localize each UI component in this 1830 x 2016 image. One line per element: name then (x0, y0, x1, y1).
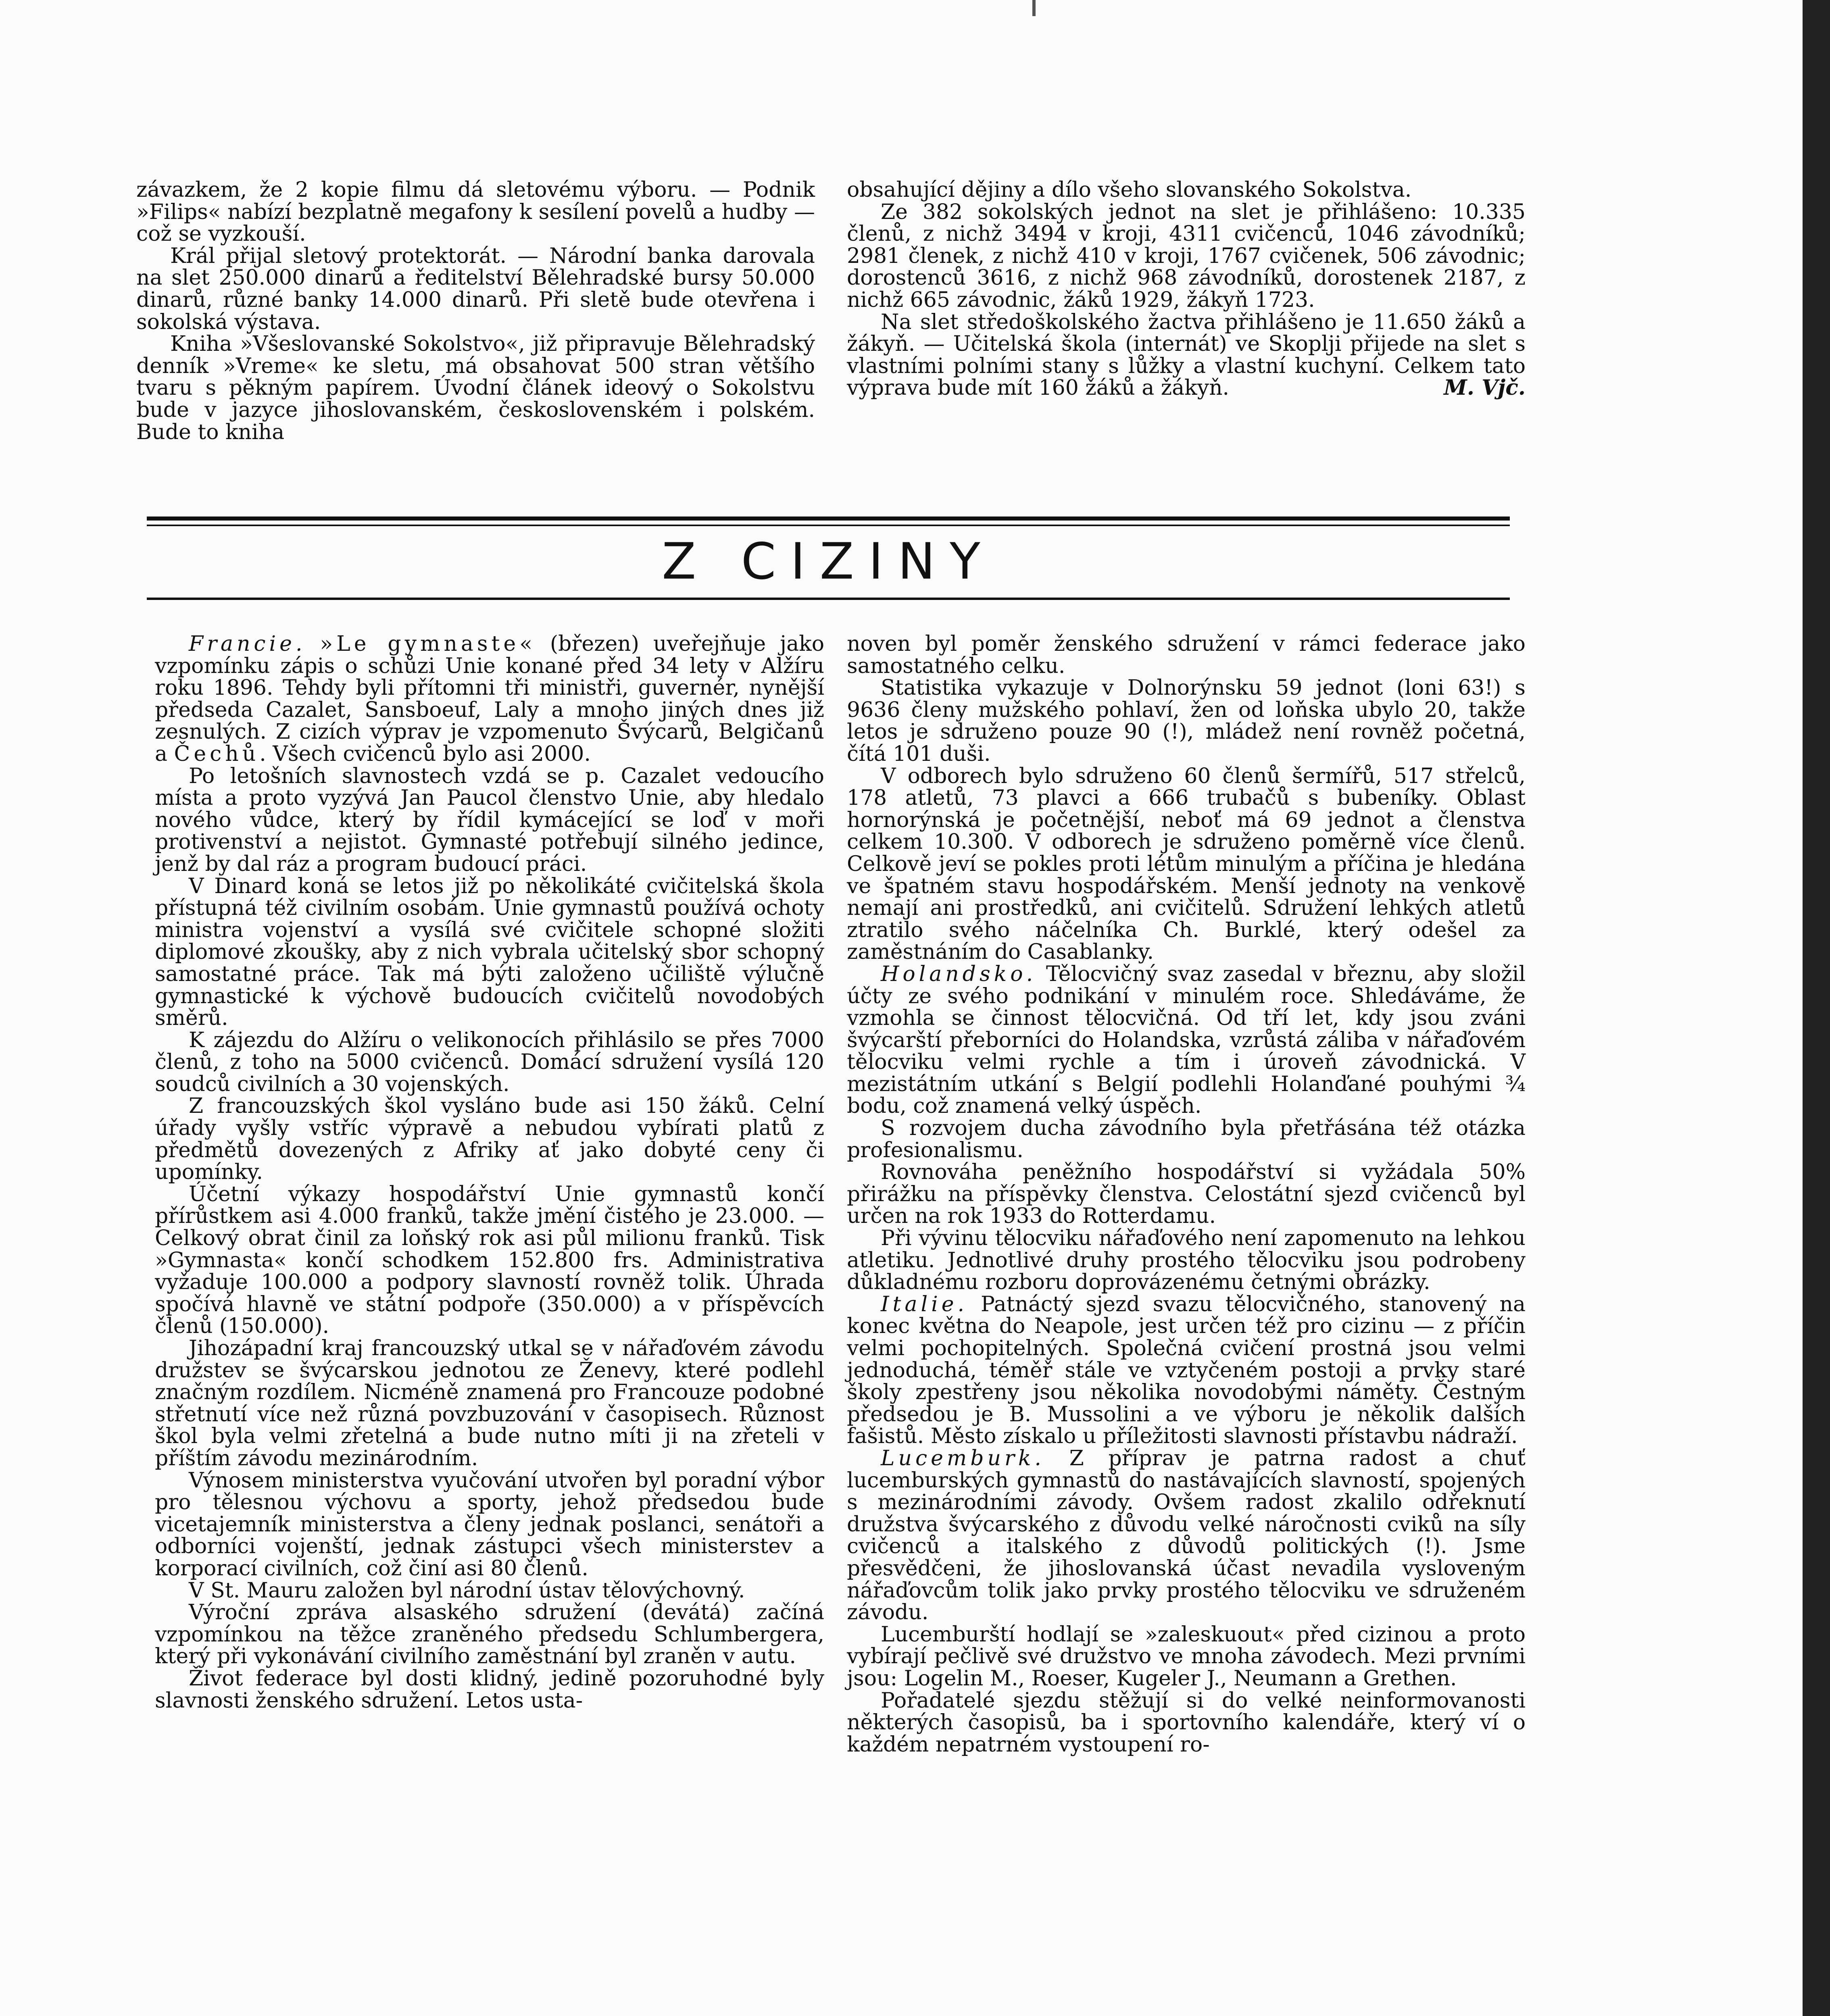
country-heading: Italie. (881, 1292, 968, 1316)
main-left-column (155, 633, 824, 1712)
paragraph-text: Z příprav je patrna radost a chuť lucemburských gymnastů do nastávajících slavností, spojených s mezinárodními závody. Ovšem radost zkalilo odřeknutí družstva švýcarského z důvodu velké náročnosti cviků na síly cvičenců a italského z důvodů politických (!). Jsme přesvědčeni, že jihoslovanská účast nevadila vysloveným nářaďovcům tolik jako prvky prostého tělocviku ve sdruženém závodu. (847, 1446, 1526, 1625)
paragraph: V odborech bylo sdruženo 60 členů šermířů, 517 střelců, 178 atletů, 73 plavci a 666 trubačů s bubeníky. Oblast hornorýnská je početnější, neboť má 69 jednot a členstva celkem 10.300. V odborech je sdruženo poměrně více členů. Celkově jeví se pokles proti létům minulým a příčina je hledána ve špatném stavu hospodářském. Menší jednoty na venkově nemají ani prostředků, ani cvičitelů. Sdružení lehkých atletů ztratilo svého náčelníka Ch. Burklé, který odešel za zaměstnáním do Casablanky. (847, 764, 1526, 964)
paragraph: Kniha »Všeslovanské Sokolstvo«, již připravuje Bělehradský denník »Vreme« ke sletu, má obsahovat 500 stran většího tvaru s pěkným papírem. Úvodní článek ideový o Sokolstvu bude v jazyce jihoslovanském, československém i polském. Bude to kniha (136, 332, 815, 444)
paragraph: závazkem, že 2 kopie filmu dá sletovému výboru. — Podnik »Filips« nabízí bezplatně megafony k sesílení povelů a hudby — což se vyzkouší. (136, 178, 815, 246)
emphasis-text: Čechů (174, 741, 260, 766)
paragraph: Výroční zpráva alsaského sdružení (devátá) začíná vzpomínkou na těžce zraněného předsedu Schlumbergera, který při vykonávání civilního zaměstnání byl zraněn v autu. (155, 1600, 824, 1669)
top-left-column (136, 179, 815, 443)
country-heading: Lucemburk. (881, 1446, 1045, 1470)
paragraph: Život federace byl dosti klidný, jedině pozoruhodné byly slavnosti ženského sdružení. Letos usta- (155, 1666, 824, 1713)
paragraph: Účetní výkazy hospodářství Unie gymnastů končí přírůstkem asi 4.000 franků, takže jmění čistého je 23.000. — Celkový obrat činil za loňský rok asi půl milionu franků. Tisk »Gymnasta« končí schodkem 152.800 frs. Administrativa vyžaduje 100.000 a podpory slavností rovněž tolik. Úhrada spočívá hlavně ve státní podpoře (350.000) a v příspěvcích členů (150.000). (155, 1182, 824, 1339)
paragraph: Z francouzských škol vysláno bude asi 150 žáků. Celní úřady vyšly vstříc výpravě a nebudou vybírati platů z předmětů dovezených z Afriky ať jako dobyté ceny či upomínky. (155, 1094, 824, 1185)
paragraph-lucemburk (847, 1447, 1526, 1624)
paragraph: Pořadatelé sjezdu stěžují si do velké neinformovanosti některých časopisů, ba i sportovního kalendáře, který ví o každém nepatrném vystoupení ro- (847, 1688, 1526, 1757)
section-title: Z CIZINY (662, 533, 995, 591)
paragraph: S rozvojem ducha závodního byla přetřásána též otázka profesionalismu. (847, 1116, 1526, 1162)
paragraph: Jihozápadní kraj francouzský utkal se v nářaďovém závodu družstev se švýcarskou jednotou ze Ženevy, které podlehl značným rozdílem. Nicméně znamená pro Francouze podobné střetnutí více než různá povzbuzování v časopisech. Různost škol byla velmi zřetelná a bude nutno míti ji na zřeteli v příštím závodu mezinárodním. (155, 1336, 824, 1470)
paragraph: V St. Mauru založen byl národní ústav tělovýchovný. (189, 1578, 745, 1603)
paragraph: Statistika vykazuje v Dolnorýnsku 59 jednot (loni 63!) s 9636 členy mužského pohlaví, žen od loňska ubylo 20, takže letos je sdruženo pouze 90 (!), mládež není rovněž početná, čítá 101 duši. (847, 676, 1526, 766)
paragraph-text: Tělocvičný svaz zasedal v březnu, aby složil účty ze svého podnikání v minulém roce. Shledáváme, že vzmohla se činnost tělocvičná. Od tří let, kdy jsou zváni švýcarští přeborníci do Holandska, vzrůstá záliba v nářaďovém tělocviku velmi rychle a tím i úroveň závodnická. V mezistátním utkání s Belgií podlehli Holanďané pouhými ¾ bodu, což znamená velký úspěch. (847, 962, 1526, 1118)
paragraph-text: Na slet středoškolského žactva přihlášeno je 11.650 žáků a žákyň. — Učitelská škola (internát) ve Skoplji přijede na slet s vlastními polními stany s lůžky a vlastní kuchyní. Celkem tato výprava bude mít 160 žáků a žákyň. (847, 310, 1526, 400)
author-signature: M. Vjč. (1444, 375, 1526, 400)
paragraph-italie (847, 1293, 1526, 1447)
paragraph-text: Patnáctý sjezd svazu tělocvičného, stanovený na konec května do Neapole, jest určen též pro cizinu — z příčin velmi pochopitelných. Společná cvičení prostná jsou velmi jednoduchá, téměř stále ve vztyčeném postoji a prvky staré školy zpestřeny jsou několika novodobými náměty. Čestným předsedou je B. Mussolini a ve výboru je několik dalších fašistů. Město získalo u příležitosti slavnosti přístavbu nádraží. (847, 1292, 1526, 1449)
top-right-column (847, 179, 1526, 399)
country-heading: Holandsko. (881, 962, 1037, 986)
paragraph: obsahující dějiny a dílo všeho slovanského Sokolstva. (847, 178, 1412, 202)
paragraph (847, 311, 1526, 399)
paragraph-text: . Všech cvičenců bylo asi 2000. (259, 741, 591, 766)
scan-edge-shadow (1803, 0, 1830, 2016)
paragraph: Lucemburští hodlají se »zaleskuout« před cizinou a proto vybírají pečlivě své družstvo ve mnoha závodech. Mezi prvními jsou: Logelin M., Roeser, Kugeler J., Neumann a Grethen. (847, 1622, 1526, 1691)
section-rule-thin (147, 525, 1510, 526)
paragraph: Ze 382 sokolských jednot na slet je přihlášeno: 10.335 členů, z nichž 3494 v kroji, 4311 cvičenců, 1046 závodníků; 2981 členek, z nichž 410 v kroji, 1767 cvičenek, 506 závodnic; dorostenců 3616, z nichž 968 závodníků, dorostenek 2187, z nichž 665 závodnic, žáků 1929, žákyň 1723. (847, 200, 1526, 312)
paragraph-text: (březen) uveřejňuje jako vzpomínku zápis o schůzi Unie konané před 34 lety v Alžíru roku 1896. Tehdy byli přítomni tři ministři, guvernér, nynější předseda Cazalet, Sansboeuf, Laly a mnoho jiných dnes již zesnulých. Z cizích výprav je vzpomenuto Švýcarů, Belgičanů a (155, 632, 824, 766)
paragraph: Po letošních slavnostech vzdá se p. Cazalet vedoucího místa a proto vyzývá Jan Paucol členstvo Unie, aby hledalo nového vůdce, který by řídil kymácející se loď v moři protivenství a nejistot. Gymnasté potřebují silného jedince, jenž by dal ráz a program budoucí práci. (155, 764, 824, 876)
country-heading: Francie. (189, 632, 306, 656)
paragraph-francie (155, 633, 824, 765)
paragraph: K zájezdu do Alžíru o velikonocích přihlásilo se přes 7000 členů, z toho na 5000 cvičenců. Domácí sdružení vysílá 120 soudců civilních a 30 vojenských. (155, 1028, 824, 1096)
main-right-column (847, 633, 1526, 1756)
journal-title: »Le gymnaste« (320, 632, 536, 656)
scan-mark (1032, 0, 1036, 16)
paragraph: V Dinard koná se letos již po několikáté cvičitelská škola přístupná též civilním osobám. Unie gymnastů používá ochoty ministra vojenství a vysílá své cvičitele schopné složiti diplomové zkoušky, aby z nich vybrala učitelský sbor schopný samostatné práce. Tak má býti založeno učiliště výlučně gymnastické k výchově budoucích cvičitelů novodobých směrů. (155, 874, 824, 1031)
section-rule-bottom (147, 598, 1510, 600)
paragraph: Při vývinu tělocviku nářaďového není zapomenuto na lehkou atletiku. Jednotlivé druhy prostého tělocviku jsou podrobeny důkladnému rozboru doprovázenému četnými obrázky. (847, 1226, 1526, 1295)
paragraph: Král přijal sletový protektorát. — Národní banka darovala na slet 250.000 dinarů a ředitelství Bělehradské bursy 50.000 dinarů, různé banky 14.000 dinarů. Při sletě bude otevřena i sokolská výstava. (136, 244, 815, 334)
paragraph: Rovnováha peněžního hospodářství si vyžádala 50% přirážku na příspěvky členstva. Celostátní sjezd cvičenců byl určen na rok 1933 do Rotterdamu. (847, 1160, 1526, 1229)
paragraph-holandsko (847, 963, 1526, 1117)
section-rule-thick (147, 516, 1510, 521)
paragraph: Výnosem ministerstva vyučování utvořen byl poradní výbor pro tělesnou výchovu a sporty, jehož předsedou bude vicetajemník ministerstva a členy jednak poslanci, senátoři a odborníci vojenští, jednak zástupci všech ministerstev a korporací civilních, což činí asi 80 členů. (155, 1468, 824, 1581)
paragraph-continued: noven byl poměr ženského sdružení v rámci federace jako samostatného celku. (847, 632, 1526, 678)
